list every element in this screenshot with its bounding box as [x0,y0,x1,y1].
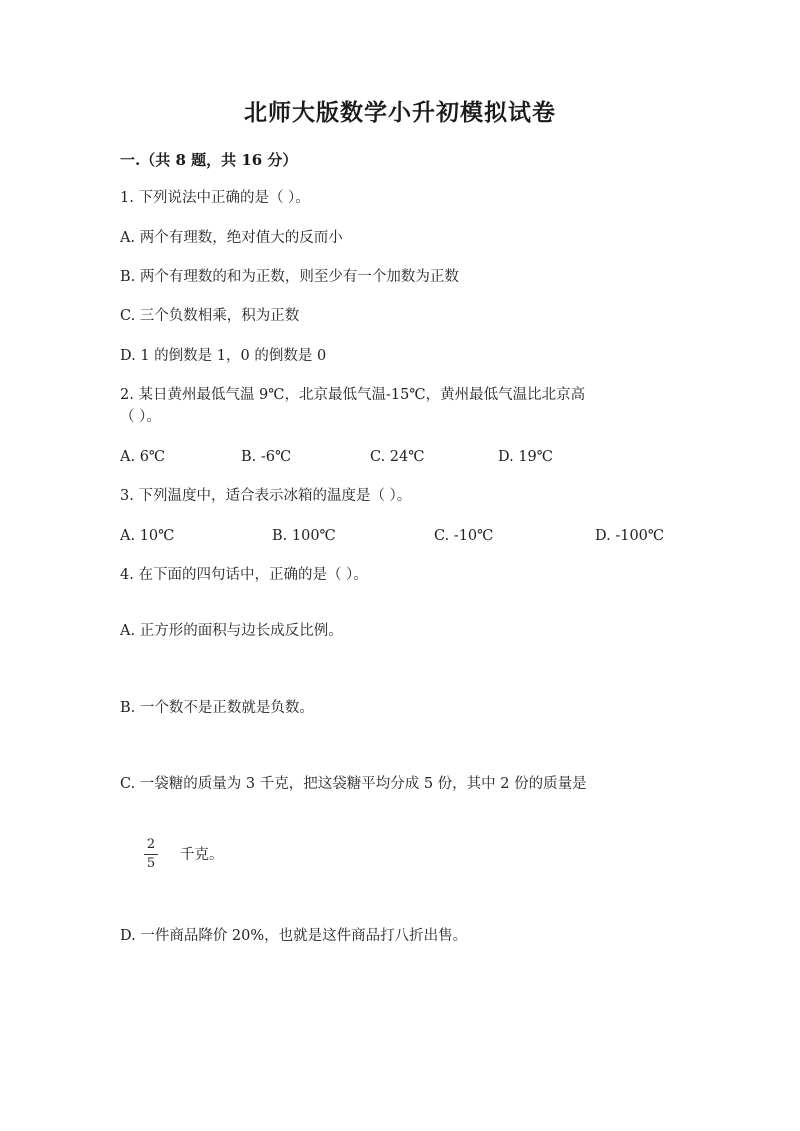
question-1-option-d: D. 1 的倒数是 1，0 的倒数是 0 [120,348,327,364]
fraction-two-fifths [143,838,159,871]
question-3-option-a: A. 10℃ [120,528,175,544]
fraction-denominator: 5 [146,856,156,871]
question-4-stem: 4. 在下面的四句话中，正确的是（ ）。 [120,567,368,583]
question-1-option-c: C. 三个负数相乘，积为正数 [120,308,300,324]
question-4-option-b: B. 一个数不是正数就是负数。 [120,700,314,716]
question-4-option-c-tail: 千克。 [180,847,224,863]
question-2-option-b: B. -6℃ [241,449,292,465]
question-1-stem: 1. 下列说法中正确的是（ ）。 [120,190,310,206]
question-2-option-a: A. 6℃ [120,449,166,465]
question-4-option-c: C. 一袋糖的质量为 3 千克，把这袋糖平均分成 5 份，其中 2 份的质量是 [120,776,587,792]
question-4-option-d: D. 一件商品降价 20%，也就是这件商品打八折出售。 [120,928,468,944]
question-2-stem-line2: （ ）。 [120,409,161,425]
question-4-option-a: A. 正方形的面积与边长成反比例。 [120,623,343,639]
question-1-option-b: B. 两个有理数的和为正数，则至少有一个加数为正数 [120,269,459,285]
question-3-option-c: C. -10℃ [434,528,494,544]
question-1-option-a: A. 两个有理数，绝对值大的反而小 [120,230,343,246]
fraction-numerator: 2 [146,837,156,852]
page-title: 北师大版数学小升初模拟试卷 [244,99,556,126]
question-3-stem: 3. 下列温度中，适合表示冰箱的温度是（ ）。 [120,488,412,504]
question-3-option-b: B. 100℃ [272,528,336,544]
section-header: 一.（共 8 题，共 16 分） [120,151,298,169]
fraction-bar [144,854,158,855]
question-2-stem-line1: 2. 某日黄州最低气温 9℃，北京最低气温-15℃，黄州最低气温比北京高 [120,387,586,403]
question-2-option-c: C. 24℃ [370,449,425,465]
question-3-option-d: D. -100℃ [595,528,665,544]
question-2-option-d: D. 19℃ [498,449,553,465]
